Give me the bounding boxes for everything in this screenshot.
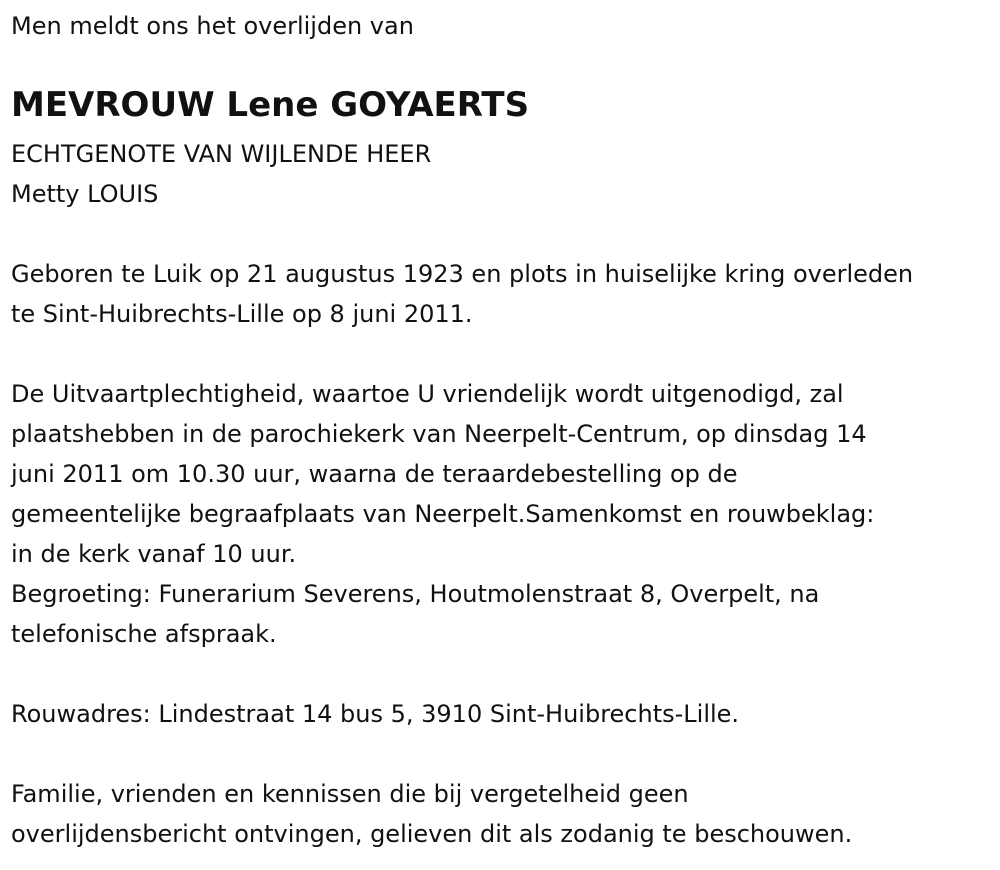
funeral-line: telefonische afspraak. <box>11 620 277 648</box>
spouse-block <box>11 134 431 214</box>
funeral-line: in de kerk vanaf 10 uur. <box>11 540 297 568</box>
intro-text: Men meldt ons het overlijden van <box>11 12 414 40</box>
funeral-line: gemeentelijke begraafplaats van Neerpelt.Samenkomst en rouwbeklag: <box>11 500 875 528</box>
funeral-line: Begroeting: Funerarium Severens, Houtmolenstraat 8, Overpelt, na <box>11 580 820 608</box>
funeral-line: plaatshebben in de parochiekerk van Neerpelt-Centrum, op dinsdag 14 <box>11 420 867 448</box>
address-line: Rouwadres: Lindestraat 14 bus 5, 3910 Sint-Huibrechts-Lille. <box>11 700 740 728</box>
birth-line: Geboren te Luik op 21 augustus 1923 en plots in huiselijke kring overleden <box>11 260 914 288</box>
funeral-paragraph <box>11 374 874 654</box>
family-paragraph <box>11 774 852 854</box>
family-line: overlijdensbericht ontvingen, gelieven dit als zodanig te beschouwen. <box>11 820 853 848</box>
deceased-name: MEVROUW Lene GOYAERTS <box>11 85 530 125</box>
spouse-line: ECHTGENOTE VAN WIJLENDE HEER <box>11 140 432 168</box>
family-line: Familie, vrienden en kennissen die bij vergetelheid geen <box>11 780 689 808</box>
mourning-address <box>11 694 739 734</box>
spouse-line: Metty LOUIS <box>11 180 159 208</box>
funeral-line: De Uitvaartplechtigheid, waartoe U vriendelijk wordt uitgenodigd, zal <box>11 380 844 408</box>
funeral-line: juni 2011 om 10.30 uur, waarna de teraardebestelling op de <box>11 460 738 488</box>
birth-line: te Sint-Huibrechts-Lille op 8 juni 2011. <box>11 300 473 328</box>
birth-death-paragraph <box>11 254 913 334</box>
